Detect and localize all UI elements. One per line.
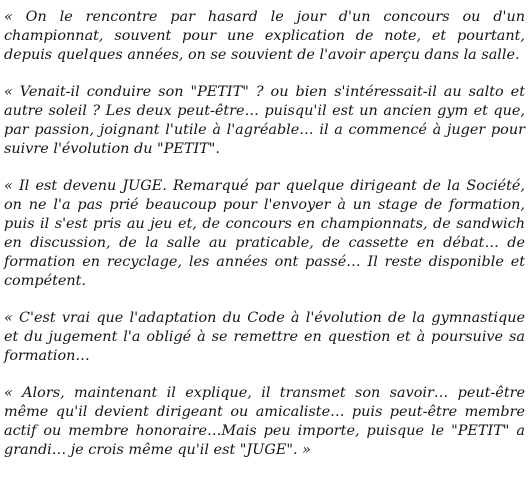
paragraph-4: « C'est vrai que l'adaptation du Code à l'évolution de la gymnastique et du jugement l'a obligé à se remettre en question et à poursuive sa formation…	[4, 310, 525, 364]
paragraph-2: « Venait-il conduire son "PETIT" ? ou bien s'intéressait-il au salto et autre soleil ? Les deux peut-être… puisqu'il est un ancien gym et que, par passion, joignant l'utile à l'agréable… il a commencé à juger pour suivre l'évolution du "PETIT".	[4, 84, 525, 157]
paragraph-3: « Il est devenu JUGE. Remarqué par quelque dirigeant de la Société, on ne l'a pas prié beaucoup pour l'envoyer à un stage de formation, puis il s'est pris au jeu et, de concours en championnats, de sandwich en discussion, de la salle au praticable, de cassette en débat… de formation en recyclage, les années ont passé… Il reste disponible et compétent.	[4, 178, 525, 289]
paragraph-5: « Alors, maintenant il explique, il transmet son savoir… peut-être même qu'il devient dirigeant ou amicaliste… puis peut-être membre actif ou membre honoraire…Mais peu importe, puisque le "PETIT" a grandi… je crois même qu'il est "JUGE". »	[4, 385, 525, 458]
paragraph-1: « On le rencontre par hasard le jour d'un concours ou d'un championnat, souvent pour une explication de note, et pourtant, depuis quelques années, on se souvient de l'avoir aperçu dans la salle.	[4, 9, 525, 63]
